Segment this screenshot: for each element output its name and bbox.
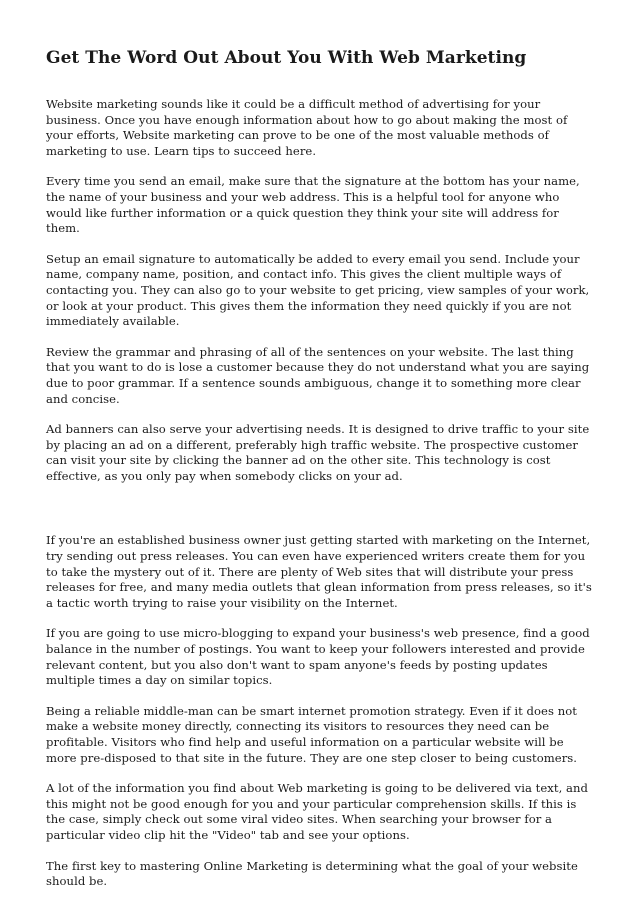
- paragraph: Being a reliable middle-man can be smart internet promotion strategy. Even if it does not make a website money directly, connecting its visitors to resources they need can be profitable. Visitors who find help and useful information on a particular website will be more pre-disposed to that site in the future. They are one step closer to being customers.: [46, 703, 578, 765]
- paragraph: The first key to mastering Online Marketing is determining what the goal of your website should be.: [46, 858, 578, 889]
- paragraph: Website marketing sounds like it could be a difficult method of advertising for your business. Once you have enough information about how to go about making the most of your efforts, Website marketing can prove to be one of the most valuable methods of marketing to use. Learn tips to succeed here.: [46, 97, 568, 158]
- paragraph: If you are going to use micro-blogging to expand your business's web presence, find a good balance in the number of postings. You want to keep your followers interested and provide relevant content, but you also don't want to spam anyone's feeds by posting updates multiple times a day on similar topics.: [46, 626, 590, 688]
- paragraph: A lot of the information you find about Web marketing is going to be delivered via text, and this might not be good enough for you and your particular comprehension skills. If this is the case, simply check out some viral video sites. When searching your browser for a particular video clip hit the "Video" tab and see your options.: [46, 781, 588, 842]
- paragraph: Setup an email signature to automatically be added to every email you send. Include your name, company name, position, and contact info. This gives the client multiple ways of contacting you. They can also go to your website to get pricing, view samples of your work, or look at your product. This gives them the information they need quickly if you are not immediately available.: [46, 251, 590, 329]
- paragraph: Review the grammar and phrasing of all of the sentences on your website. The last thing that you want to do is lose a customer because they do not understand what you are saying due to poor grammar. If a sentence sounds ambiguous, change it to something more clear and concise.: [46, 344, 590, 406]
- paragraph: Ad banners can also serve your advertising needs. It is designed to drive traffic to your site by placing an ad on a different, preferably high traffic website. The prospective customer can visit your site by clicking the banner ad on the other site. This technology is cost effective, as you only pay when somebody clicks on your ad.: [46, 422, 590, 483]
- document-title: Get The Word Out About You With Web Marketing: [46, 48, 527, 68]
- paragraph: Every time you send an email, make sure that the signature at the bottom has your name, the name of your business and your web address. This is a helpful tool for anyone who would like further information or a quick question they think your site will address for them.: [46, 174, 580, 236]
- section-gap: [46, 499, 592, 533]
- document-body: [46, 97, 592, 890]
- paragraph: If you're an established business owner just getting started with marketing on the Internet, try sending out press releases. You can even have experienced writers create them for you to take the mystery out of it. There are plenty of Web sites that will distribute your press releases for free, and many media outlets that glean information from press releases, so it's a tactic worth trying to raise your visibility on the Internet.: [46, 533, 592, 610]
